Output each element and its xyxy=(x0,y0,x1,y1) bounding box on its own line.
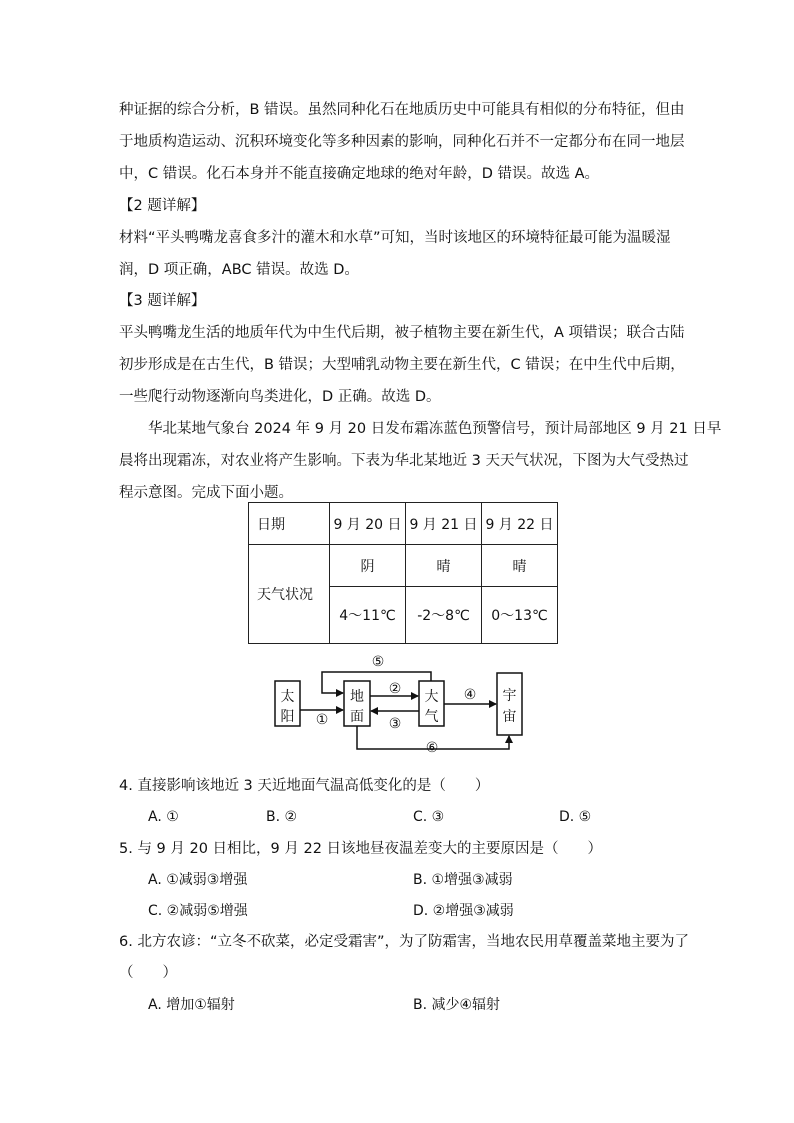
atmosphere-label-2: 气 xyxy=(424,709,439,725)
temperature-cell: 0～13℃ xyxy=(482,587,558,644)
question-6-stem: 6. 北方农谚：“立冬不砍菜，必定受霜害”，为了防霜害，当地农民用草覆盖菜地主要为了 xyxy=(119,934,689,950)
label-2: ② xyxy=(388,681,402,697)
question-4-stem: 4. 直接影响该地近 3 天近地面气温高低变化的是（ ） xyxy=(119,778,490,794)
date-cell: 9 月 21 日 xyxy=(406,503,482,545)
paragraph-line: 华北某地气象台 2024 年 9 月 20 日发布霜冻蓝色预警信号，预计局部地区 9 月 21 日早 xyxy=(148,421,722,437)
date-cell: 9 月 20 日 xyxy=(330,503,406,545)
paragraph-line: 一些爬行动物逐渐向鸟类进化，D 正确。故选 D。 xyxy=(119,389,441,405)
label-3: ③ xyxy=(388,716,402,732)
question-5-option-d[interactable]: D. ②增强③减弱 xyxy=(413,903,514,919)
paragraph-line: 晨将出现霜冻，对农业将产生影响。下表为华北某地近 3 天天气状况，下图为大气受热过 xyxy=(119,453,689,469)
question-4-option-c[interactable]: C. ③ xyxy=(413,809,445,825)
atmosphere-label-1: 大 xyxy=(424,689,439,705)
temperature-cell: 4～11℃ xyxy=(330,587,406,644)
arrow-5 xyxy=(322,672,431,693)
weather-table xyxy=(248,502,558,644)
sun-label-2: 阳 xyxy=(280,709,295,725)
section-heading-q2: 【2 题详解】 xyxy=(119,198,206,214)
question-4-option-d[interactable]: D. ⑤ xyxy=(559,809,592,825)
question-5-option-a[interactable]: A. ①减弱③增强 xyxy=(148,872,248,888)
question-6-option-a[interactable]: A. 增加①辐射 xyxy=(148,997,235,1013)
condition-cell: 晴 xyxy=(406,545,482,587)
label-6: ⑥ xyxy=(425,740,439,754)
paragraph-line: 润，D 项正确，ABC 错误。故选 D。 xyxy=(119,262,359,278)
sun-label-1: 太 xyxy=(280,689,295,705)
universe-label-1: 宇 xyxy=(502,688,517,704)
date-cell: 9 月 22 日 xyxy=(482,503,558,545)
paragraph-line: 于地质构造运动、沉积环境变化等多种因素的影响，同种化石并不一定都分布在同一地层 xyxy=(119,134,685,150)
question-5-stem: 5. 与 9 月 20 日相比，9 月 22 日该地昼夜温差变大的主要原因是（ ） xyxy=(119,841,603,857)
section-heading-q3: 【3 题详解】 xyxy=(119,293,206,309)
condition-cell: 阴 xyxy=(330,545,406,587)
label-5: ⑤ xyxy=(371,654,385,670)
paragraph-line: 材料“平头鸭嘴龙喜食多汁的灌木和水草”可知，当时该地区的环境特征最可能为温暖湿 xyxy=(119,230,671,246)
label-1: ① xyxy=(315,712,329,728)
question-5-option-c[interactable]: C. ②减弱⑤增强 xyxy=(148,903,248,919)
universe-box xyxy=(497,673,522,735)
question-5-option-b[interactable]: B. ①增强③减弱 xyxy=(413,872,513,888)
ground-label-2: 面 xyxy=(350,709,364,725)
paragraph-line: 初步形成是在古生代，B 错误；大型哺乳动物主要在新生代，C 错误；在中生代中后期， xyxy=(119,357,685,373)
label-4: ④ xyxy=(463,687,477,703)
question-4-option-a[interactable]: A. ① xyxy=(148,809,179,825)
question-6-option-b[interactable]: B. 减少④辐射 xyxy=(413,997,501,1013)
question-6-stem-cont: （ ） xyxy=(119,965,177,981)
universe-label-2: 宙 xyxy=(502,709,517,725)
date-header: 日期 xyxy=(249,503,330,545)
condition-cell: 晴 xyxy=(482,545,558,587)
paragraph-line: 中，C 错误。化石本身并不能直接确定地球的绝对年龄，D 错误。故选 A。 xyxy=(119,166,600,182)
paragraph-line: 种证据的综合分析，B 错误。虽然同种化石在地质历史中可能具有相似的分布特征，但由 xyxy=(119,102,685,118)
weather-header: 天气状况 xyxy=(249,545,330,644)
temperature-cell: -2～8℃ xyxy=(406,587,482,644)
paragraph-line: 程示意图。完成下面小题。 xyxy=(119,485,293,501)
ground-label-1: 地 xyxy=(350,689,364,705)
atmosphere-heating-diagram xyxy=(260,648,530,754)
paragraph-line: 平头鸭嘴龙生活的地质年代为中生代后期，被子植物主要在新生代，A 项错误；联合古陆 xyxy=(119,325,685,341)
question-4-option-b[interactable]: B. ② xyxy=(266,809,298,825)
